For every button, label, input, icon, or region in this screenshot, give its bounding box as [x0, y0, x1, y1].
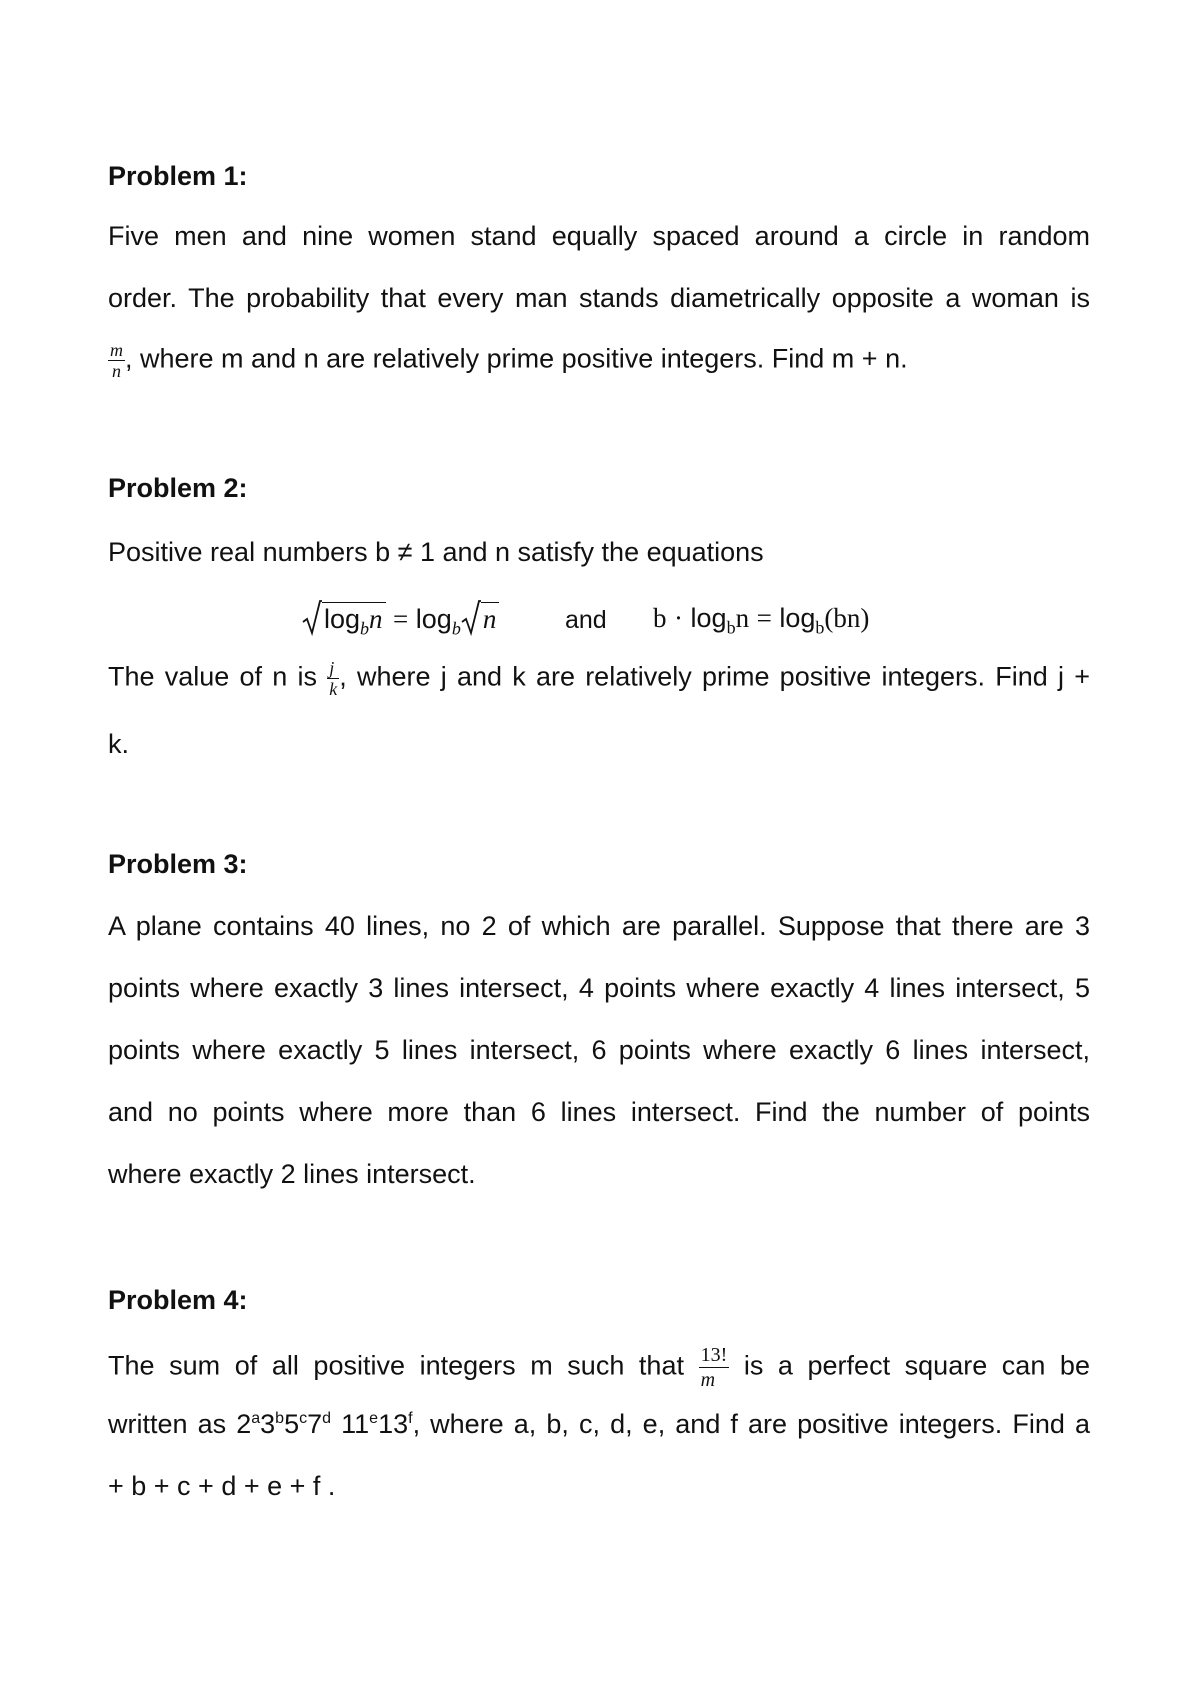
problem-3-line-4: and no points where more than 6 lines intersect. Find the number of points [108, 1097, 1090, 1127]
radical-icon [302, 600, 322, 636]
problem-1-fraction-denominator: n [112, 361, 121, 381]
problem-4-last-line: + b + c + d + e + f . [108, 1471, 336, 1501]
bn-argument: (bn) [824, 603, 870, 633]
problem-4-suffix: is a perfect square can be [743, 1350, 1090, 1381]
equation-connector: and [565, 606, 607, 634]
log-base: b [726, 617, 736, 638]
log-word: log [690, 603, 727, 633]
radical-icon [461, 600, 481, 636]
problem-2-last-line: k. [108, 729, 130, 759]
equals-sign: = [756, 603, 772, 633]
exponent-f: f [408, 1410, 413, 1427]
sqrt-log-expression [302, 602, 386, 639]
problem-4-fraction-numerator: 13! [700, 1344, 728, 1366]
equals-sign: = [393, 604, 409, 634]
base-13: 13 [378, 1409, 409, 1439]
log-word: log [415, 604, 452, 634]
exponent-b: b [275, 1410, 285, 1427]
log-base: b [451, 618, 461, 639]
log-base: b [815, 617, 825, 638]
problem-3-line-1: A plane contains 40 lines, no 2 of which are parallel. Suppose that there are 3 [108, 911, 1090, 941]
sqrt-arg: n [481, 602, 500, 635]
problem-4-heading: Problem 4: [108, 1285, 248, 1315]
problem-1-line-3 [108, 340, 908, 381]
problem-4-prefix: The sum of all positive integers m such that [108, 1350, 684, 1381]
problem-2-equations [0, 598, 1190, 642]
problem-2-fraction-denominator: k [329, 679, 338, 699]
base-7: 7 [307, 1409, 323, 1439]
exponent-c: c [299, 1410, 308, 1427]
problem-4-fraction-denominator: m [700, 1369, 716, 1391]
problem-4-line-2 [108, 1408, 1090, 1440]
line2-rest: , where a, b, c, d, e, and f are positive integers. Find a [412, 1409, 1091, 1439]
problem-2-value-line [108, 658, 1090, 699]
equation-1 [302, 602, 499, 639]
exponent-d: d [322, 1410, 332, 1427]
value-suffix: , where j and k are relatively prime positive integers. Find j + [339, 661, 1090, 692]
n-variable: n [735, 603, 750, 633]
problem-1-fraction-numerator: m [110, 340, 123, 360]
problem-1-line-3-text: , where m and n are relatively prime positive integers. Find m + n. [125, 343, 908, 374]
line2-start: written as 2 [108, 1409, 252, 1439]
cdot: · [674, 603, 684, 633]
value-prefix: The value of n is [108, 661, 317, 692]
problem-2-heading: Problem 2: [108, 473, 248, 503]
problem-1-line-2: order. The probability that every man stands diametrically opposite a woman is [108, 283, 1090, 313]
log-word: log [324, 604, 361, 634]
base-5: 5 [284, 1409, 300, 1439]
problem-4-line-1 [108, 1343, 1090, 1392]
problem-4-fraction [699, 1343, 730, 1392]
problem-2-fraction-numerator: j [327, 658, 339, 679]
sqrt-n [461, 602, 500, 635]
base-11: 11 [331, 1409, 370, 1439]
problem-3-line-2: points where exactly 3 lines intersect, 4 points where exactly 4 lines intersect, 5 [108, 973, 1090, 1003]
problem-1-heading: Problem 1: [108, 161, 248, 191]
log-base: b [360, 618, 370, 639]
log-arg: n [369, 604, 383, 634]
problem-2-fraction [327, 658, 339, 699]
b-variable: b [653, 603, 667, 633]
equation-2 [653, 602, 870, 638]
problem-3-line-3: points where exactly 5 lines intersect, 6 points where exactly 6 lines intersect, [108, 1035, 1090, 1065]
problem-3-heading: Problem 3: [108, 849, 248, 879]
base-3: 3 [260, 1409, 276, 1439]
exponent-a: a [251, 1410, 261, 1427]
problem-1-fraction [108, 340, 125, 381]
exponent-e: e [369, 1410, 379, 1427]
problem-1-line-1: Five men and nine women stand equally spaced around a circle in random [108, 221, 1090, 251]
problem-3-line-5: where exactly 2 lines intersect. [108, 1159, 476, 1189]
problem-2-intro: Positive real numbers b ≠ 1 and n satisfy the equations [108, 537, 764, 567]
log-word: log [779, 603, 816, 633]
